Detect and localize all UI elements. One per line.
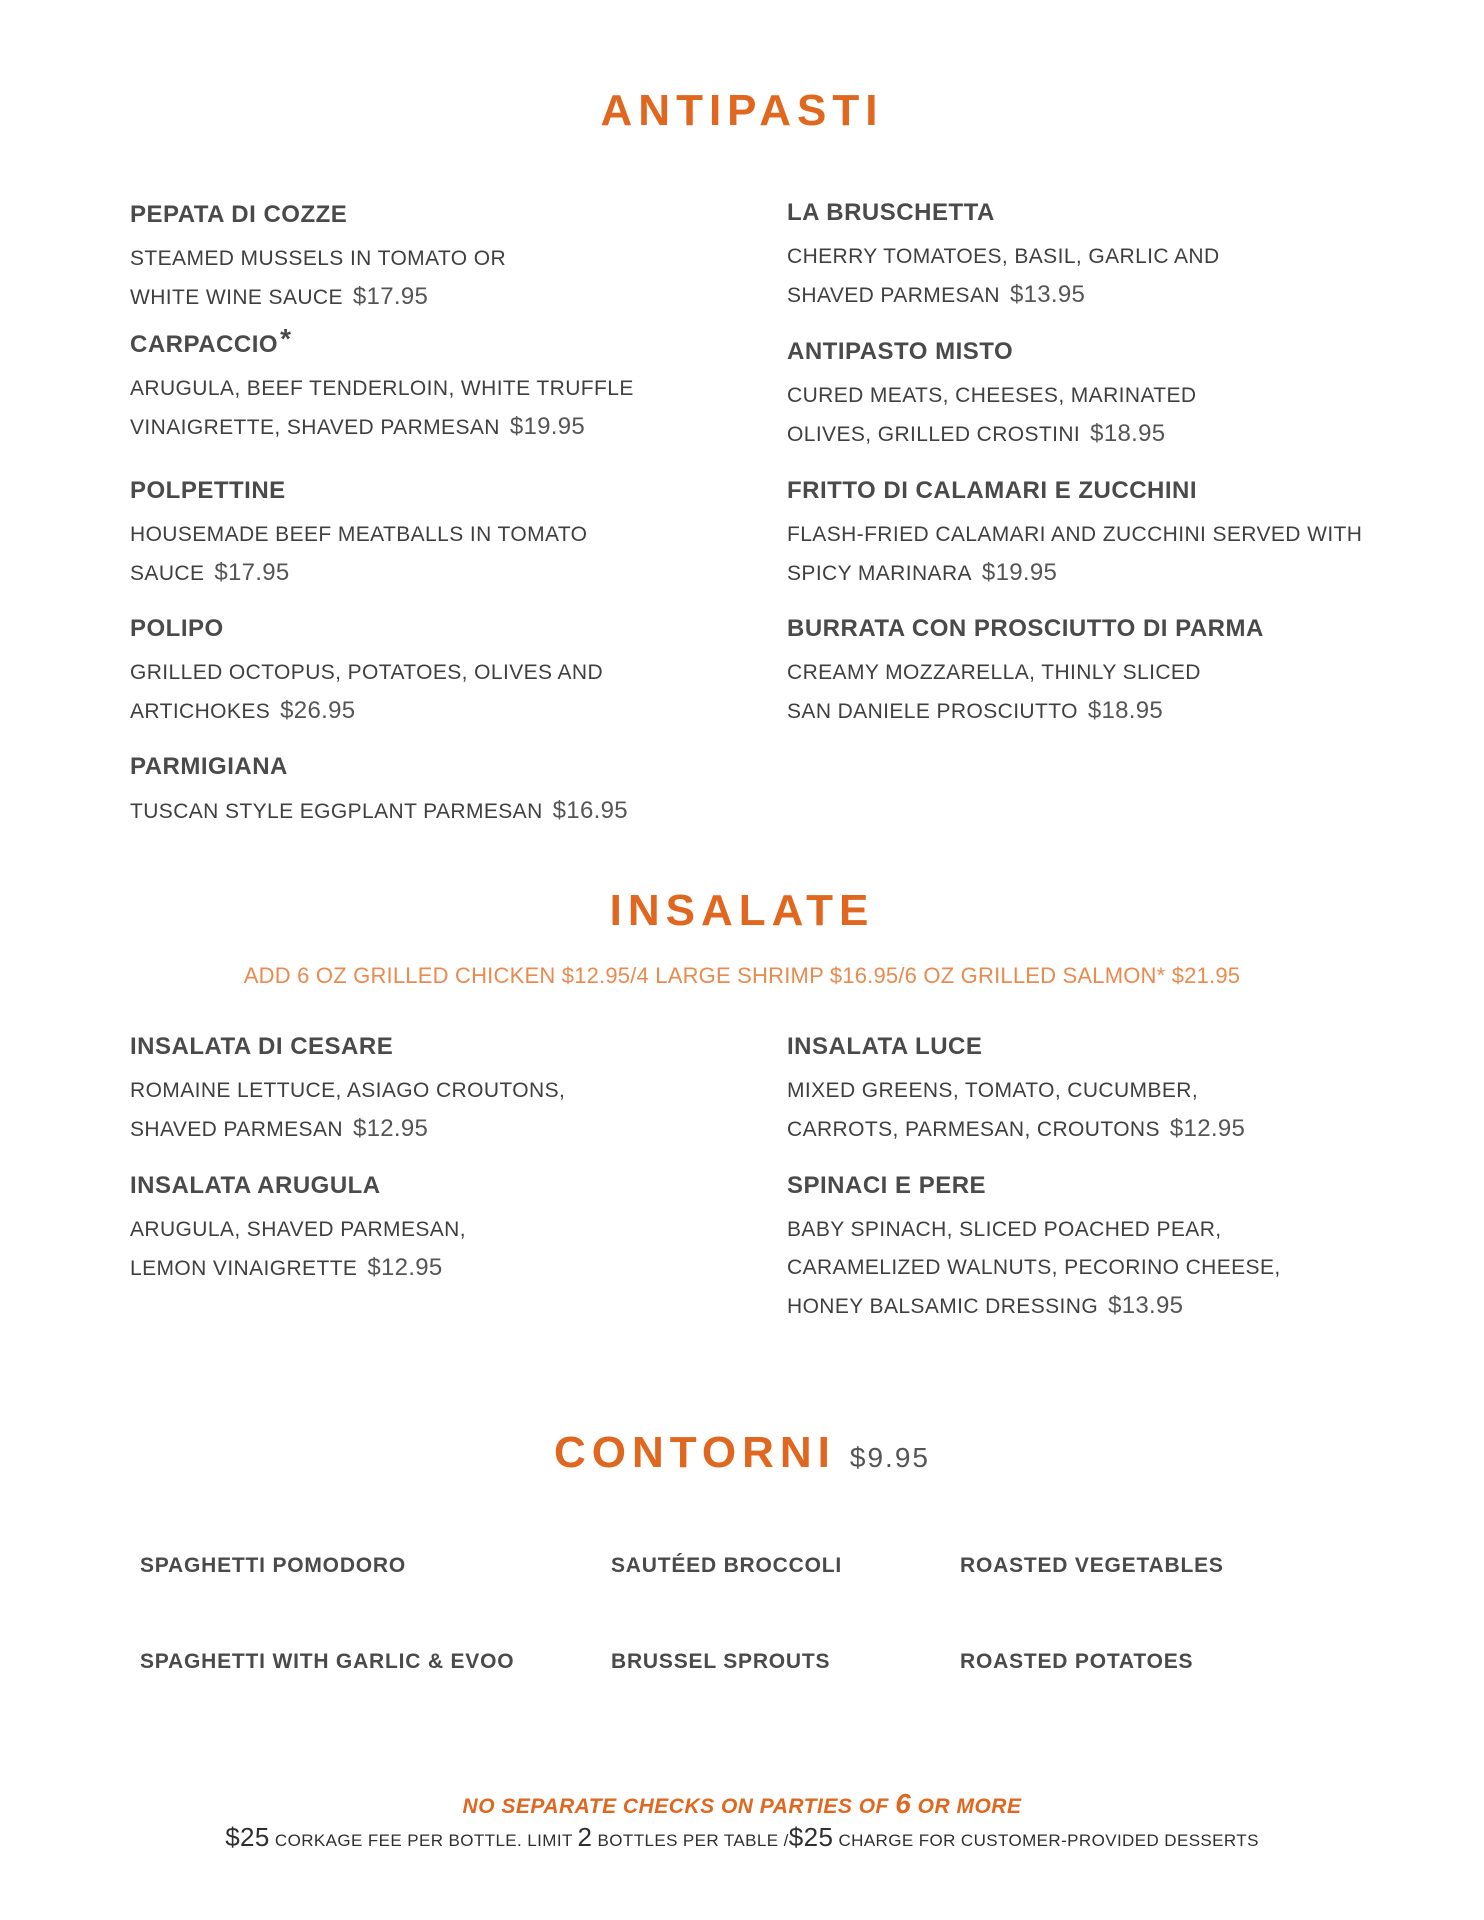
item-price: $13.95 <box>1108 1292 1184 1319</box>
antipasti-heading: ANTIPASTI <box>600 86 884 135</box>
item-description: CREAMY MOZZARELLA, THINLY SLICED SAN DANIELE PROSCIUTTO $18.95 <box>787 661 1201 724</box>
item-price: $17.95 <box>214 559 290 586</box>
item-description: MIXED GREENS, TOMATO, CUCUMBER, CARROTS, PARMESAN, CROUTONS $12.95 <box>787 1079 1246 1142</box>
item-price: $26.95 <box>280 697 356 724</box>
item-price: $18.95 <box>1087 697 1164 724</box>
item-price: $17.95 <box>352 283 429 310</box>
item-description: ARUGULA, BEEF TENDERLOIN, WHITE TRUFFLE VINAIGRETTE, SHAVED PARMESAN $19.95 <box>130 377 634 440</box>
item-price: $19.95 <box>509 413 586 440</box>
menu-item-burrata <box>787 614 1407 731</box>
side-item: ROASTED POTATOES <box>960 1650 1194 1673</box>
item-name: INSALATA LUCE <box>787 1033 983 1060</box>
menu-item-polpettine <box>130 476 750 593</box>
item-name: ANTIPASTO MISTO <box>787 338 1014 365</box>
side-item: ROASTED VEGETABLES <box>960 1554 1224 1577</box>
item-description: CURED MEATS, CHEESES, MARINATED OLIVES, GRILLED CROSTINI $18.95 <box>787 384 1197 447</box>
menu-item-fritto-di-calamari <box>787 476 1407 593</box>
item-name: FRITTO DI CALAMARI E ZUCCHINI <box>787 477 1198 504</box>
item-description: CHERRY TOMATOES, BASIL, GARLIC AND SHAVED PARMESAN $13.95 <box>787 245 1220 308</box>
item-price: $12.95 <box>352 1115 429 1142</box>
insalate-heading: INSALATE <box>609 886 875 935</box>
menu-item-insalata-di-cesare <box>130 1032 750 1149</box>
side-item: SPAGHETTI POMODORO <box>140 1554 407 1577</box>
item-name: POLIPO <box>130 615 224 642</box>
menu-item-antipasto-misto <box>787 337 1407 454</box>
contorni-title: CONTORNI <box>554 1428 836 1477</box>
item-description: STEAMED MUSSELS IN TOMATO OR WHITE WINE SAUCE $17.95 <box>130 247 507 310</box>
side-item: SPAGHETTI WITH GARLIC & EVOO <box>140 1650 515 1673</box>
item-price: $12.95 <box>1169 1115 1246 1142</box>
separate-checks-notice: NO SEPARATE CHECKS ON PARTIES OF 6 OR MORE <box>462 1788 1022 1819</box>
item-description: TUSCAN STYLE EGGPLANT PARMESAN $16.95 <box>130 797 628 824</box>
item-name: INSALATA ARUGULA <box>130 1172 381 1199</box>
item-name: POLPETTINE <box>130 477 286 504</box>
menu-item-polipo <box>130 614 750 731</box>
item-price: $13.95 <box>1009 281 1086 308</box>
item-description: HOUSEMADE BEEF MEATBALLS IN TOMATO SAUCE $17.95 <box>130 523 588 586</box>
item-price: $18.95 <box>1090 420 1166 447</box>
item-price: $12.95 <box>367 1254 443 1281</box>
item-name: LA BRUSCHETTA <box>787 199 995 226</box>
insalate-addons: ADD 6 OZ GRILLED CHICKEN $12.95/4 LARGE SHRIMP $16.95/6 OZ GRILLED SALMON* $21.95 <box>243 963 1241 988</box>
item-name: BURRATA CON PROSCIUTTO DI PARMA <box>787 615 1264 642</box>
contorni-price: $9.95 <box>849 1442 930 1473</box>
item-description: FLASH-FRIED CALAMARI AND ZUCCHINI SERVED WITH SPICY MARINARA $19.95 <box>787 523 1363 586</box>
item-description: GRILLED OCTOPUS, POTATOES, OLIVES AND ARTICHOKES $26.95 <box>130 661 604 724</box>
menu-item-insalata-arugula <box>130 1171 750 1288</box>
menu-item-carpaccio <box>130 323 750 447</box>
item-description: ARUGULA, SHAVED PARMESAN, LEMON VINAIGRETTE $12.95 <box>130 1218 466 1281</box>
item-name: PEPATA DI COZZE <box>130 201 348 228</box>
item-description: ROMAINE LETTUCE, ASIAGO CROUTONS, SHAVED PARMESAN $12.95 <box>130 1079 566 1142</box>
item-name: INSALATA DI CESARE <box>130 1033 394 1060</box>
item-name: CARPACCIO* <box>130 323 292 358</box>
menu-item-la-bruschetta <box>787 198 1407 315</box>
side-item: BRUSSEL SPROUTS <box>611 1650 831 1673</box>
corkage-notice: $25 CORKAGE FEE PER BOTTLE. LIMIT 2 BOTTLES PER TABLE /$25 CHARGE FOR CUSTOMER-PROVIDED DESSERTS <box>225 1822 1259 1852</box>
menu-item-parmigiana <box>130 752 750 831</box>
item-price: $19.95 <box>981 559 1058 586</box>
side-item: SAUTÉED BROCCOLI <box>611 1554 842 1577</box>
item-description: BABY SPINACH, SLICED POACHED PEAR, CARAMELIZED WALNUTS, PECORINO CHEESE, HONEY BALSAMIC DRESSING $13.95 <box>787 1218 1281 1319</box>
menu-item-insalata-luce <box>787 1032 1407 1149</box>
item-name: PARMIGIANA <box>130 753 288 780</box>
item-name: SPINACI E PERE <box>787 1172 987 1199</box>
menu-item-spinaci-e-pere <box>787 1171 1407 1326</box>
raw-warning-asterisk: * <box>280 323 292 354</box>
item-price: $16.95 <box>552 797 628 824</box>
contorni-heading <box>0 1428 1484 1478</box>
menu-item-pepata-di-cozze <box>130 200 750 317</box>
